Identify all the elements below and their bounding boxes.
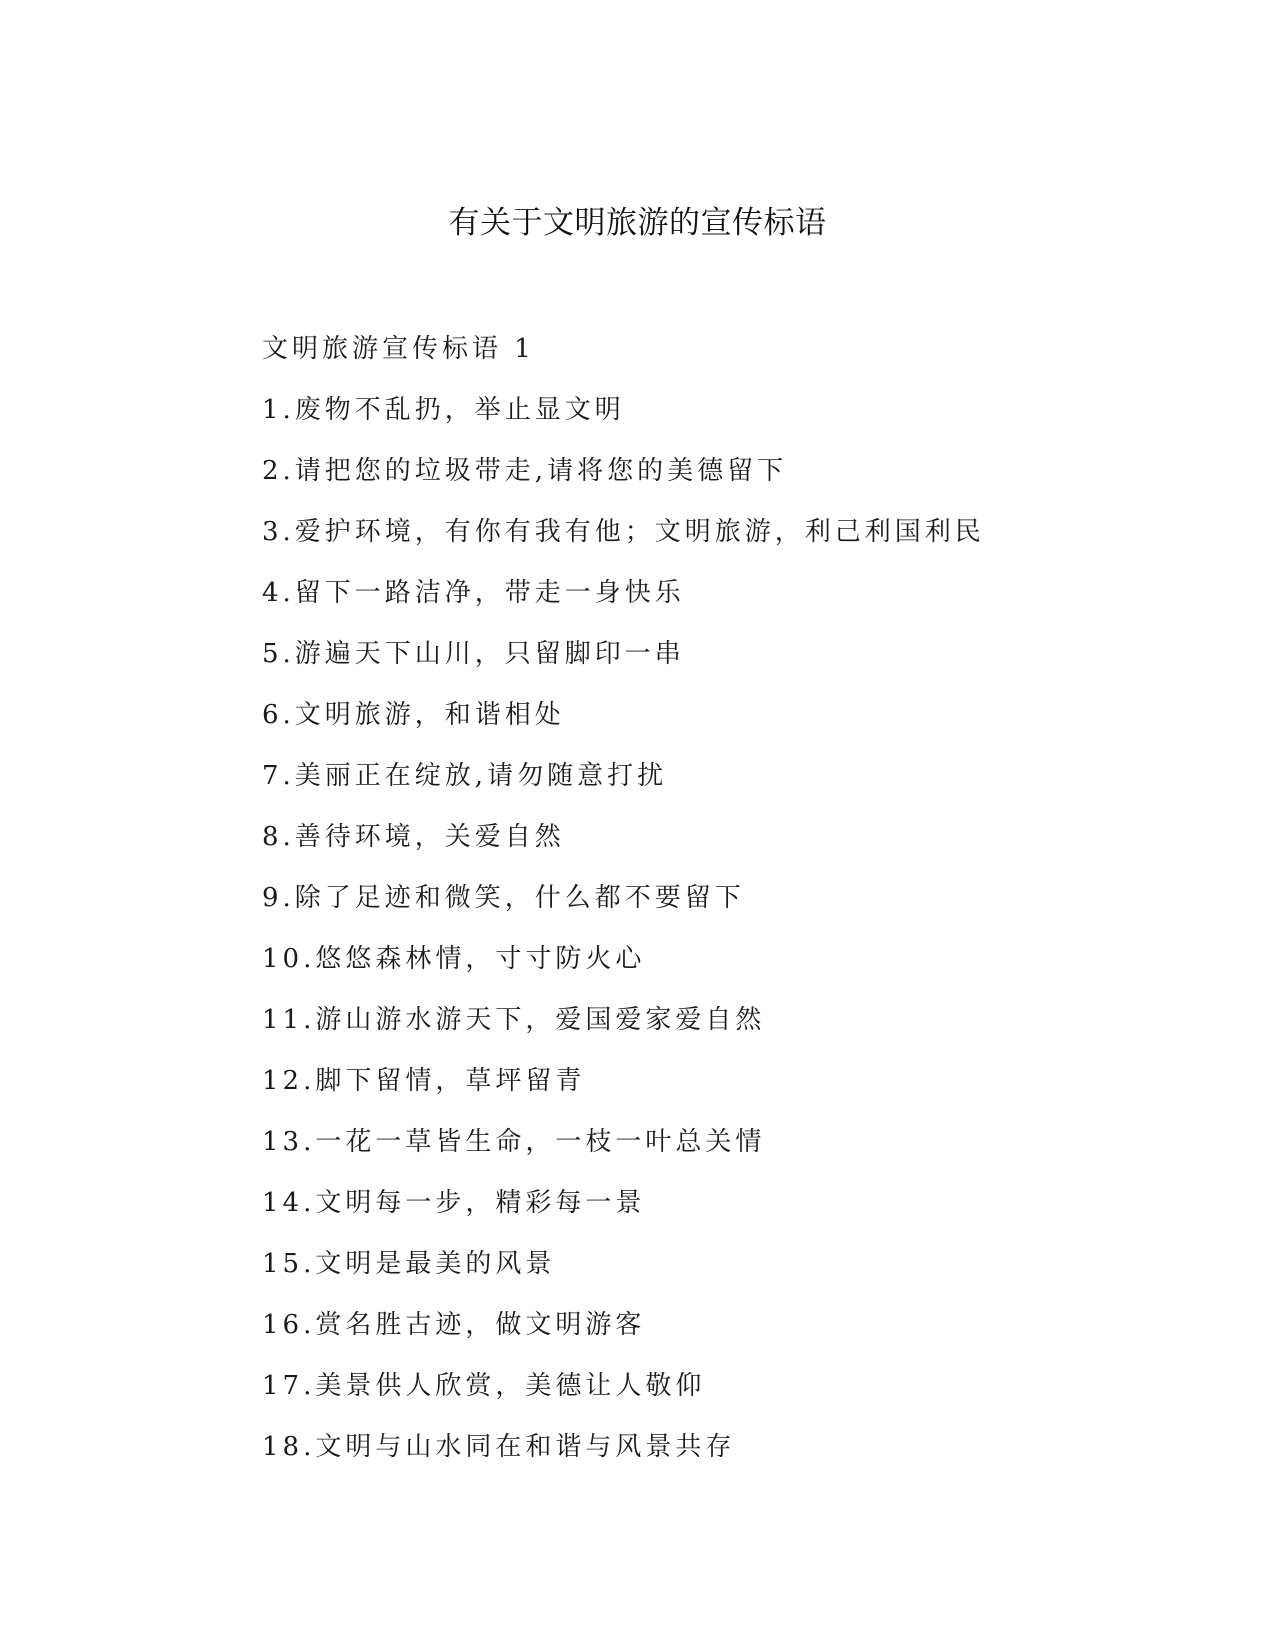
slogan-item: 13.一花一草皆生命，一枝一叶总关情 <box>262 1127 766 1157</box>
slogan-list <box>262 393 1162 1464</box>
slogan-item: 6.文明旅游，和谐相处 <box>262 700 565 730</box>
document-title: 有关于文明旅游的宣传标语 <box>448 205 827 241</box>
slogan-item: 10.悠悠森林情，寸寸防火心 <box>262 944 646 974</box>
document-body <box>262 332 1162 1491</box>
slogan-item: 16.赏名胜古迹，做文明游客 <box>262 1310 646 1340</box>
slogan-item: 11.游山游水游天下，爱国爱家爱自然 <box>262 1005 766 1035</box>
slogan-item: 2.请把您的垃圾带走,请将您的美德留下 <box>262 456 788 486</box>
slogan-item: 9.除了足迹和微笑，什么都不要留下 <box>262 883 745 913</box>
slogan-item: 4.留下一路洁净，带走一身快乐 <box>262 578 685 608</box>
slogan-item: 8.善待环境，关爱自然 <box>262 822 565 852</box>
slogan-item: 15.文明是最美的风景 <box>262 1249 556 1279</box>
section-heading: 文明旅游宣传标语 1 <box>262 334 535 364</box>
slogan-item: 17.美景供人欣赏，美德让人敬仰 <box>262 1371 706 1401</box>
slogan-item: 18.文明与山水同在和谐与风景共存 <box>262 1432 736 1462</box>
slogan-item: 5.游遍天下山川，只留脚印一串 <box>262 639 685 669</box>
slogan-item: 12.脚下留情，草坪留青 <box>262 1066 586 1096</box>
slogan-item: 3.爱护环境，有你有我有他；文明旅游，利己利国利民 <box>262 517 985 547</box>
slogan-item: 1.废物不乱扔，举止显文明 <box>262 395 625 425</box>
slogan-item: 7.美丽正在绽放,请勿随意打扰 <box>262 761 668 791</box>
slogan-item: 14.文明每一步，精彩每一景 <box>262 1188 646 1218</box>
